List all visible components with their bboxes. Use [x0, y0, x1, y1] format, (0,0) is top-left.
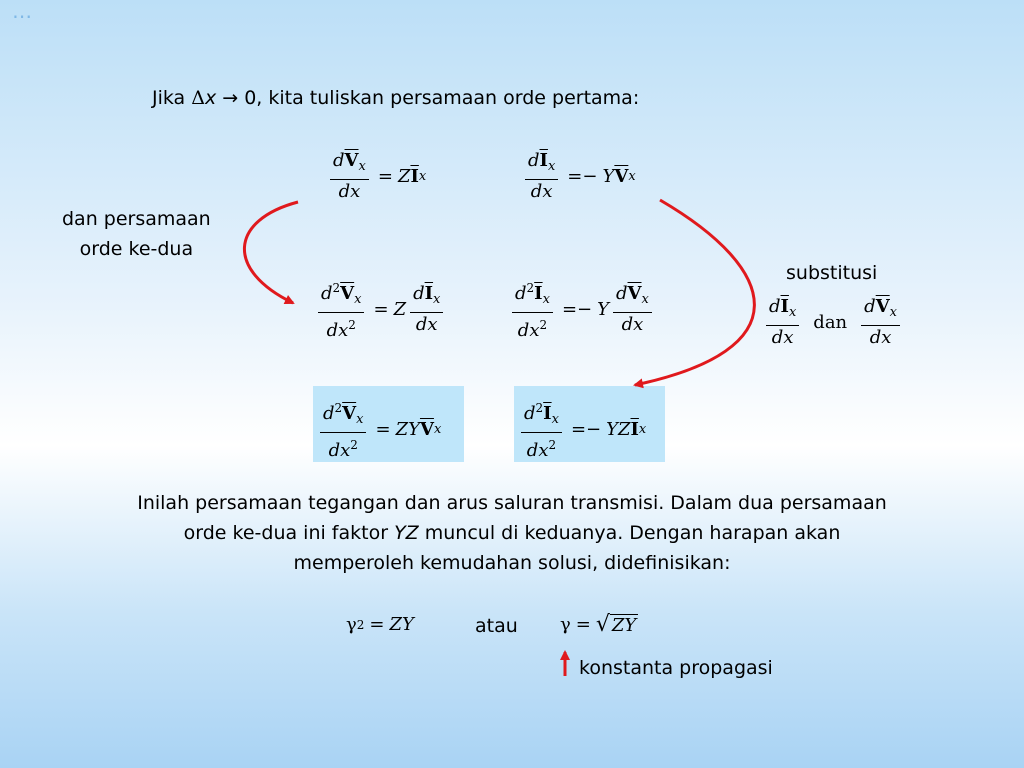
delta-symbol: Δ	[191, 87, 205, 109]
explanation-paragraph: Inilah persamaan tegangan dan arus saluran transmisi. Dalam dua persamaan orde ke-dua ini faktor YZ muncul di keduanya. Dengan harapan akan memperoleh kemudahan solusi, didefinisikan:	[137, 492, 887, 574]
propagation-constant-label: konstanta propagasi	[579, 657, 773, 679]
corner-decoration: ⋯	[12, 4, 34, 28]
arrow-right-curve	[635, 200, 754, 385]
gamma-squared-eq: γ 2 = ZY	[346, 614, 414, 635]
fraction: $\frac{d\overline{V}_x}{dx}$	[330, 150, 369, 203]
second-order-note: dan persamaan orde ke-dua	[62, 208, 211, 260]
fraction: $\frac{d^2\overline{V}_x}{dx^2}$	[320, 397, 366, 462]
first-order-eq-v: $\frac{d\overline{V}_x}{dx}$ = Z $\overline{I}$ x	[326, 150, 426, 203]
result-eq-v: $\frac{d^2\overline{V}_x}{dx^2}$ = ZY $\overline{V}$ x	[316, 397, 441, 462]
arrow-symbol: →	[216, 87, 245, 109]
fraction: $\frac{d^2\overline{I}_x}{dx^2}$	[521, 397, 562, 462]
fraction: $\frac{d\overline{I}_x}{dx}$	[410, 283, 443, 336]
fraction: $\frac{d^2\overline{I}_x}{dx^2}$	[512, 277, 553, 342]
atau-label: atau	[475, 615, 518, 637]
fraction: $\frac{d\overline{I}_x}{dx}$	[525, 150, 558, 203]
result-eq-i: $\frac{d^2\overline{I}_x}{dx^2}$ =− YZ $\overline{I}$ x	[517, 397, 646, 462]
gamma-sqrt-eq: γ = √ ZY	[560, 612, 637, 637]
intro-suffix: 0, kita tuliskan persamaan orde pertama:	[244, 87, 640, 109]
substitusi-expression: $\frac{d\overline{I}_x}{dx}$ dan $\frac{d\overline{V}_x}{dx}$	[762, 296, 904, 349]
fraction: $\frac{d\overline{I}_x}{dx}$	[766, 296, 799, 349]
fraction: $\frac{d\overline{V}_x}{dx}$	[861, 296, 900, 349]
second-order-eq-i: $\frac{d^2\overline{I}_x}{dx^2}$ =− Y $\frac{d\overline{V}_x}{dx}$	[508, 277, 656, 342]
arrow-left-curve	[244, 202, 298, 303]
intro-var: x	[204, 87, 217, 109]
first-order-eq-i: $\frac{d\overline{I}_x}{dx}$ =− Y $\overline{V}$ x	[521, 150, 636, 203]
fraction: $\frac{d\overline{V}_x}{dx}$	[613, 283, 652, 336]
fraction: $\frac{d^2\overline{V}_x}{dx^2}$	[318, 277, 364, 342]
substitusi-label: substitusi	[786, 262, 878, 284]
second-order-eq-v: $\frac{d^2\overline{V}_x}{dx^2}$ = Z $\frac{d\overline{I}_x}{dx}$	[314, 277, 447, 342]
intro-prefix: Jika	[152, 87, 192, 109]
